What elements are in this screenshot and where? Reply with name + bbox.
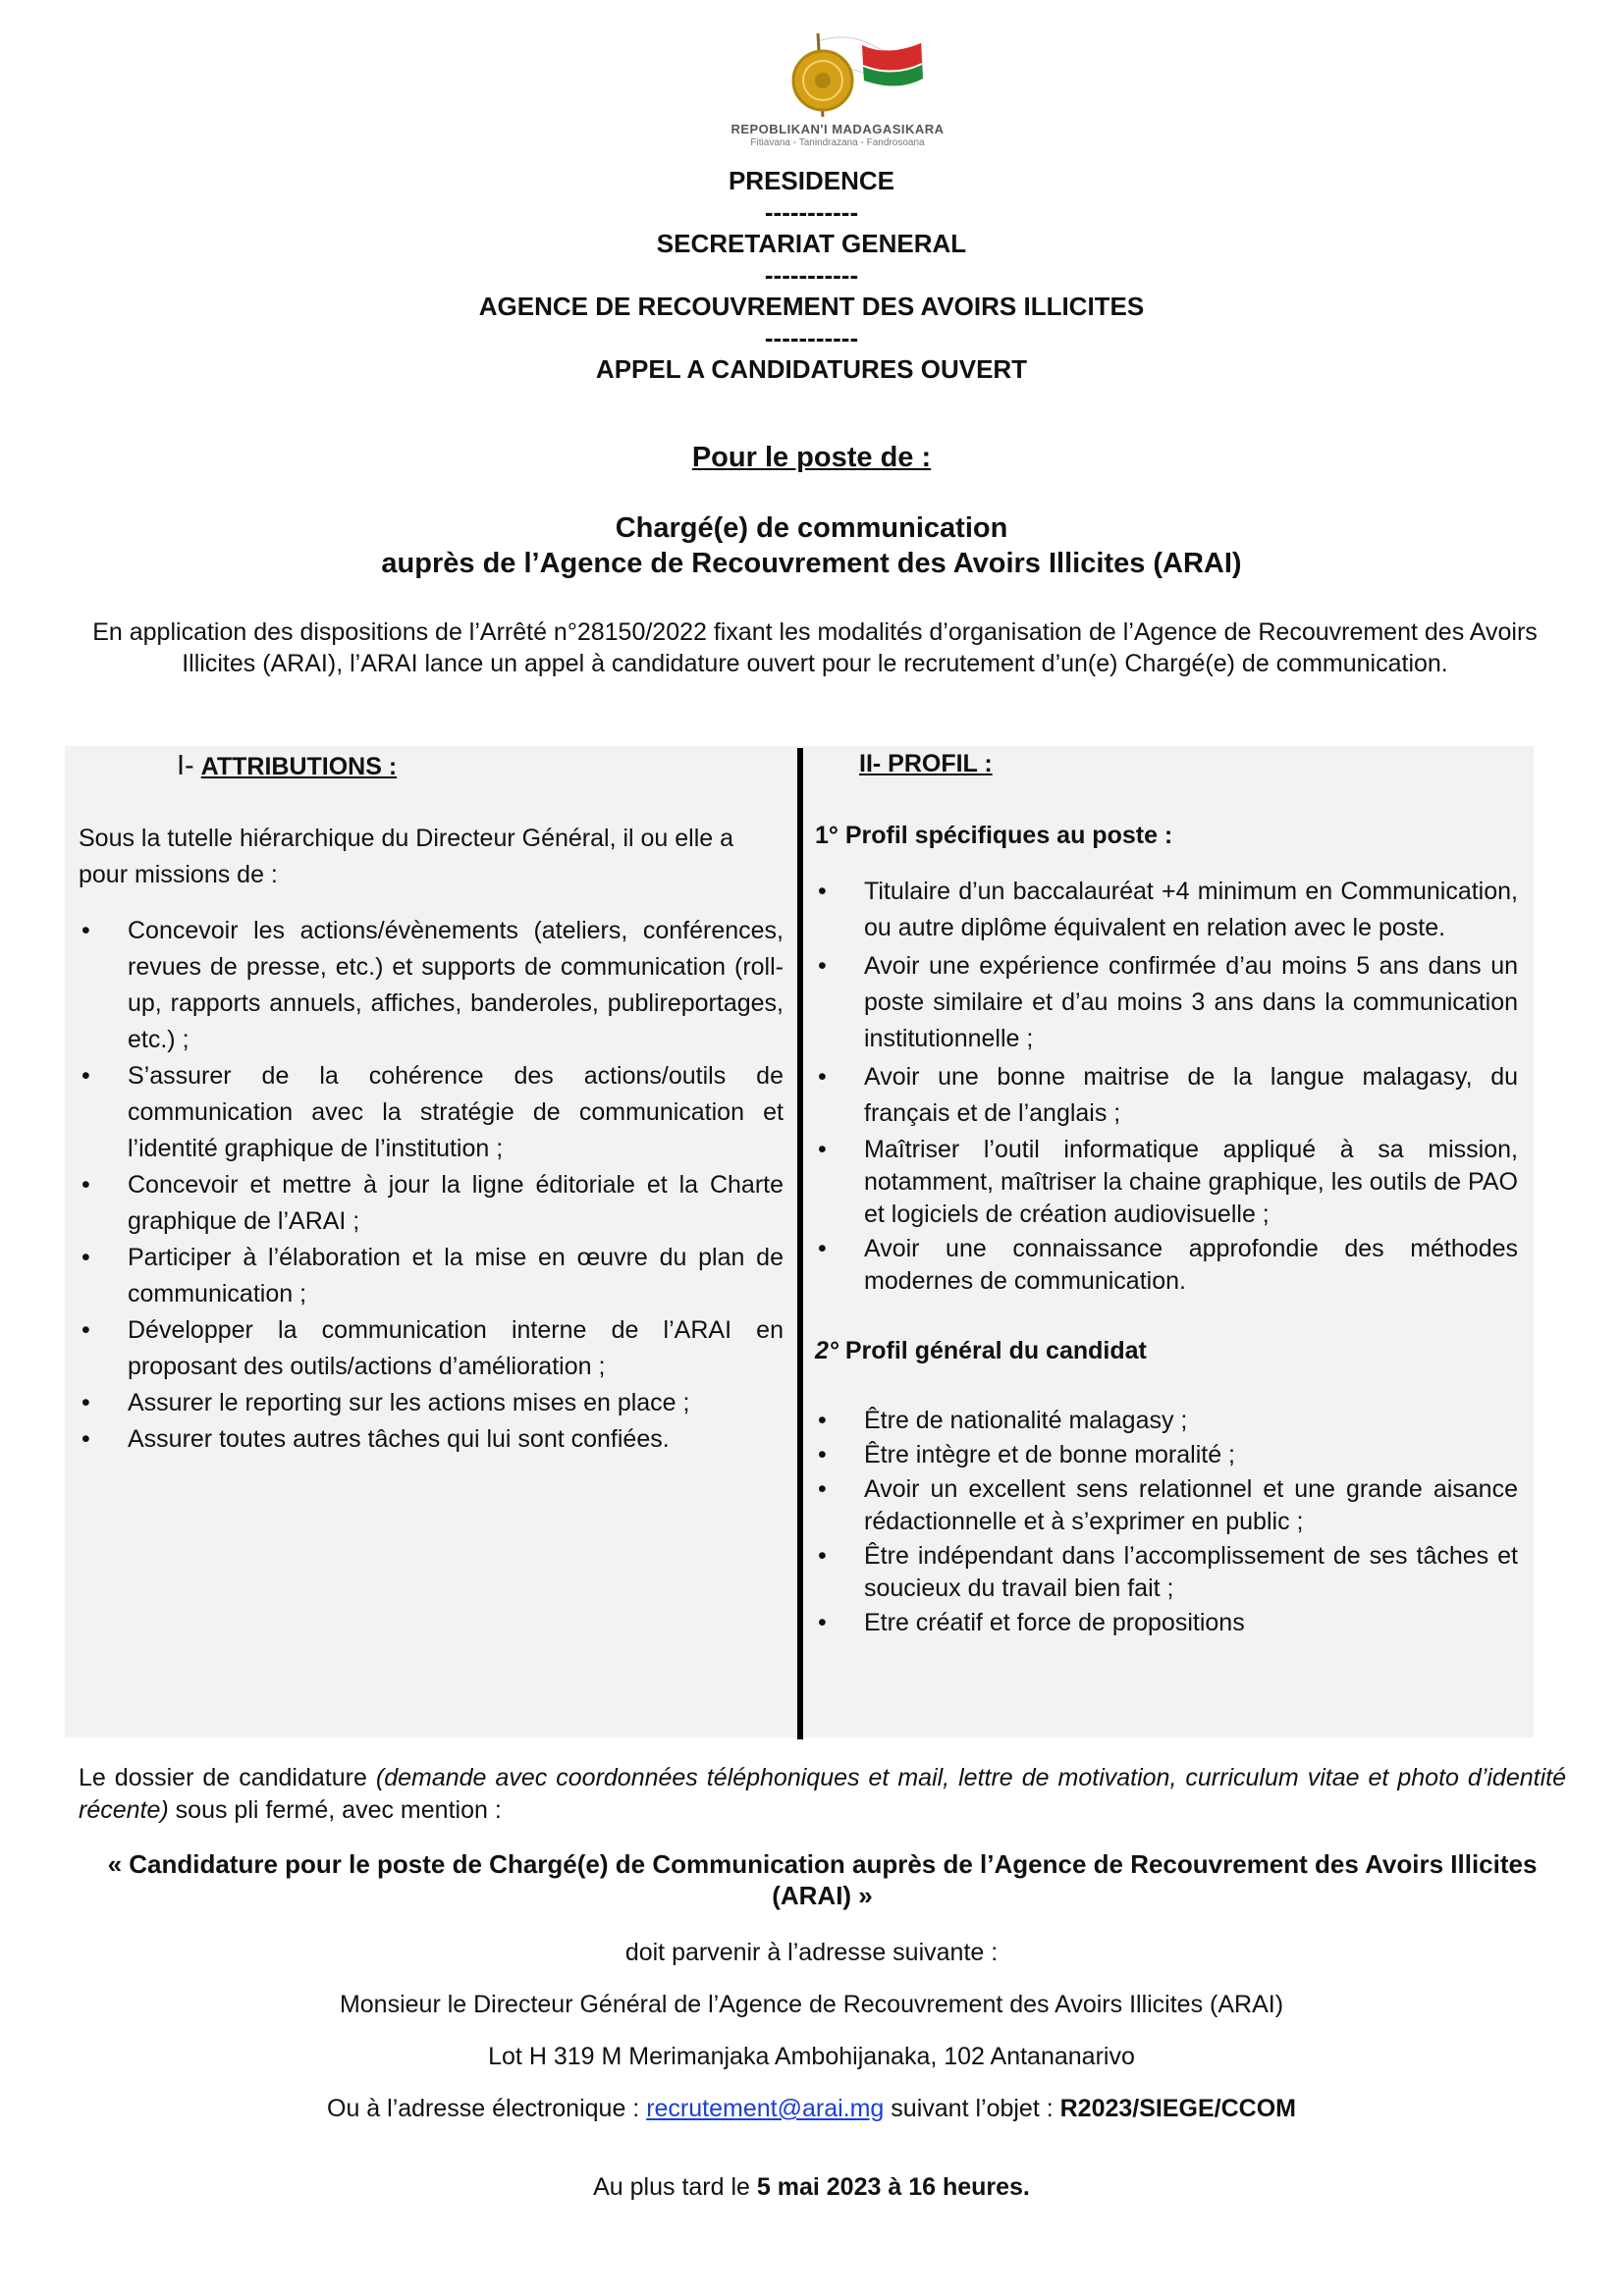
column-divider [797,748,803,1739]
attributions-title: ATTRIBUTIONS : [200,753,398,780]
list-item: • Être indépendant dans l’accomplissement de ses tâches et soucieux du travail bien fait ; [815,1540,1518,1605]
header-agence: AGENCE DE RECOUVREMENT DES AVOIRS ILLICITES [478,292,1145,321]
list-item: • Assurer le reporting sur les actions mises en place ; [79,1385,784,1421]
candidature-mention: « Candidature pour le poste de Chargé(e) de Communication auprès de l’Agence de Recouvrement des Avoirs Illicites (ARAI) » [107,1849,1538,1910]
list-item: • Maîtriser l’outil informatique appliqué à sa mission, notamment, maîtriser la chaine graphique, les outils de PAO et logiciels de création audiovisuelle ; [815,1134,1518,1231]
profil-specific-title: 1° Profil spécifiques au poste : [815,822,1173,849]
flag-seal-icon [725,24,950,122]
objet-prefix: suivant l’objet : [891,2095,1054,2122]
profil-general-label: Profil général du candidat [844,1337,1147,1364]
list-item: • Avoir un excellent sens relationnel et une grande aisance rédactionnelle et à s’exprimer en public ; [815,1473,1518,1538]
email-line [0,2095,1623,2123]
intro-paragraph: En application des dispositions de l’Arrêté n°28150/2022 fixant les modalités d’organisation de l’Agence de Recouvrement des Avoirs Illicites (ARAI), l’ARAI lance un appel à candidature ouvert pour le recrutement d’un(e) Chargé(e) de communication. [92,618,1538,677]
attributions-prefix: I- [177,750,194,781]
deadline-date: 5 mai 2023 à 16 heures. [756,2173,1030,2201]
attributions-list [79,913,784,1458]
list-item: • Titulaire d’un baccalauréat +4 minimum en Communication, ou autre diplôme équivalent en relation avec le poste. [815,874,1518,946]
email-prefix: Ou à l’adresse électronique : [327,2095,640,2122]
logo-motto: Fitiavana - Tanindrazana - Fandrosoana [750,137,925,148]
profil-general-title [815,1333,1518,1369]
poste-title: Pour le poste de : [691,442,932,473]
header-appel: APPEL A CANDIDATURES OUVERT [595,354,1028,384]
header-secretariat: SECRETARIAT GENERAL [656,229,967,258]
document-header [0,165,1623,385]
profil-heading [815,746,1518,782]
list-item: • Assurer toutes autres tâches qui lui sont confiées. [79,1421,784,1458]
list-item: • Avoir une expérience confirmée d’au moins 5 ans dans un poste similaire et d’au moins 3 ans dans la communication institutionnelle ; [815,948,1518,1057]
header-separator: ----------- [764,260,859,290]
profil-specific-list [815,874,1518,1298]
list-item: • Concevoir les actions/évènements (ateliers, conférences, revues de presse, etc.) et supports de communication (roll-up, rapports annuels, affiches, banderoles, publireportages, etc.) ; [79,913,784,1058]
email-link[interactable]: recrutement@arai.mg [646,2095,885,2122]
list-item: • Développer la communication interne de l’ARAI en proposant des outils/actions d’amélioration ; [79,1312,784,1385]
dossier-start: Le dossier de candidature [79,1764,367,1791]
header-presidence: PRESIDENCE [728,166,895,195]
republic-logo [725,24,950,151]
list-item: • Participer à l’élaboration et la mise en œuvre du plan de communication ; [79,1240,784,1312]
attributions-intro: Sous la tutelle hiérarchique du Directeur Général, il ou elle a pour missions de : [79,825,734,888]
attributions-section [79,748,784,1458]
profil-section [815,746,1518,1641]
list-item: • Avoir une connaissance approfondie des méthodes modernes de communication. [815,1233,1518,1298]
list-item: • Concevoir et mettre à jour la ligne éditoriale et la Charte graphique de l’ARAI ; [79,1167,784,1240]
attributions-heading [79,748,784,785]
job-title-line2: auprès de l’Agence de Recouvrement des Avoirs Illicites (ARAI) [381,548,1242,579]
address-line2: Lot H 319 M Merimanjaka Ambohijanaka, 102 Antananarivo [488,2043,1135,2070]
list-item: • Avoir une bonne maitrise de la langue malagasy, du français et de l’anglais ; [815,1059,1518,1132]
deadline-line [0,2173,1623,2202]
logo-republic-name: REPOBLIKAN'I MADAGASIKARA [730,122,945,136]
header-separator: ----------- [764,323,859,352]
objet-code: R2023/SIEGE/CCOM [1059,2095,1296,2122]
dossier-end: sous pli fermé, avec mention : [175,1796,502,1824]
list-item: • Être intègre et de bonne moralité ; [815,1439,1518,1471]
list-item: • Être de nationalité malagasy ; [815,1405,1518,1437]
profil-title: II- PROFIL : [859,750,993,777]
header-separator: ----------- [764,197,859,227]
doit-parvenir: doit parvenir à l’adresse suivante : [624,1939,999,1966]
job-title [0,510,1623,581]
list-item: • S’assurer de la cohérence des actions/outils de communication avec la stratégie de communication et l’identité graphique de l’institution ; [79,1058,784,1167]
deadline-prefix: Au plus tard le [593,2173,750,2201]
dossier-paragraph [79,1762,1566,1827]
profil-general-list [815,1405,1518,1639]
address-line1: Monsieur le Directeur Général de l’Agence de Recouvrement des Avoirs Illicites (ARAI) [339,1991,1284,2018]
list-item: • Etre créatif et force de propositions [815,1607,1518,1639]
profil-general-num: 2° [815,1337,839,1364]
dossier-italic: (demande avec coordonnées téléphoniques et mail, lettre de motivation, curriculum vitae et photo d’identité récente) [79,1764,1566,1824]
job-title-line1: Chargé(e) de communication [615,512,1008,544]
